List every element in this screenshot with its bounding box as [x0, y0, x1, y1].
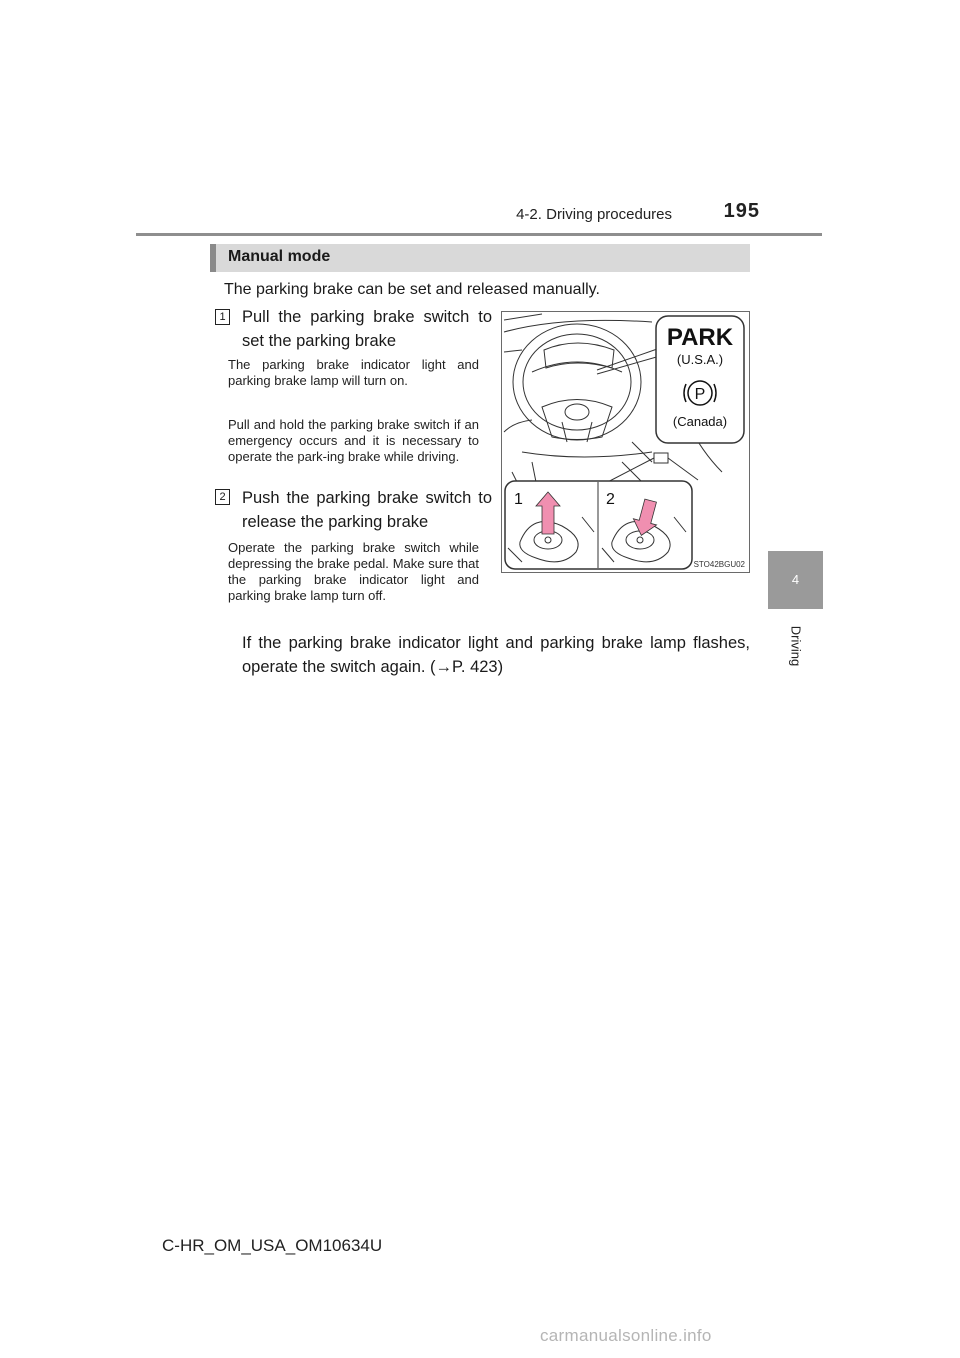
dashboard-drawing	[502, 312, 749, 572]
inset-1-label: 1	[514, 491, 523, 508]
step-1-note-2: Pull and hold the parking brake switch if an emergency occurs and it is necessary to operate the park-ing brake while driving.	[228, 417, 479, 464]
running-header-section: 4-2. Driving procedures	[516, 206, 672, 223]
parking-symbol-p: P	[694, 386, 706, 403]
step-2-note-1: Operate the parking brake switch while depressing the brake pedal. Make sure that the parking brake indicator light and parking brake lamp turn off.	[228, 540, 479, 603]
usa-label: (U.S.A.)	[676, 352, 724, 367]
chapter-label	[768, 616, 823, 676]
step-1-number: 1	[215, 309, 230, 325]
step-1-note-1: The parking brake indicator light and parking brake lamp will turn on.	[228, 357, 479, 388]
footer-doc-code: C-HR_OM_USA_OM10634U	[162, 1236, 383, 1255]
watermark: carmanualsonline.info	[540, 1326, 712, 1345]
parking-brake-illustration	[501, 311, 750, 573]
step-2-title: Push the parking brake switch to release the parking brake	[242, 489, 492, 531]
canada-label: (Canada)	[672, 414, 728, 429]
page-number: 195	[723, 200, 760, 222]
illustration-code: STO42BGU02	[693, 560, 745, 569]
step-1-title: Pull the parking brake switch to set the parking brake	[242, 308, 492, 350]
chapter-tab: 4	[768, 551, 823, 609]
header-rule	[136, 233, 822, 236]
closing-paragraph: If the parking brake indicator light and parking brake lamp flashes, operate the switch again. (→P. 423)	[242, 634, 750, 676]
park-label: PARK	[666, 324, 734, 351]
inset-2-label: 2	[606, 491, 615, 508]
chapter-label-text: Driving	[788, 625, 803, 667]
section-intro: The parking brake can be set and released manually.	[224, 281, 600, 298]
step-2-number: 2	[215, 489, 230, 505]
section-title: Manual mode	[228, 248, 331, 265]
section-header	[210, 244, 750, 272]
